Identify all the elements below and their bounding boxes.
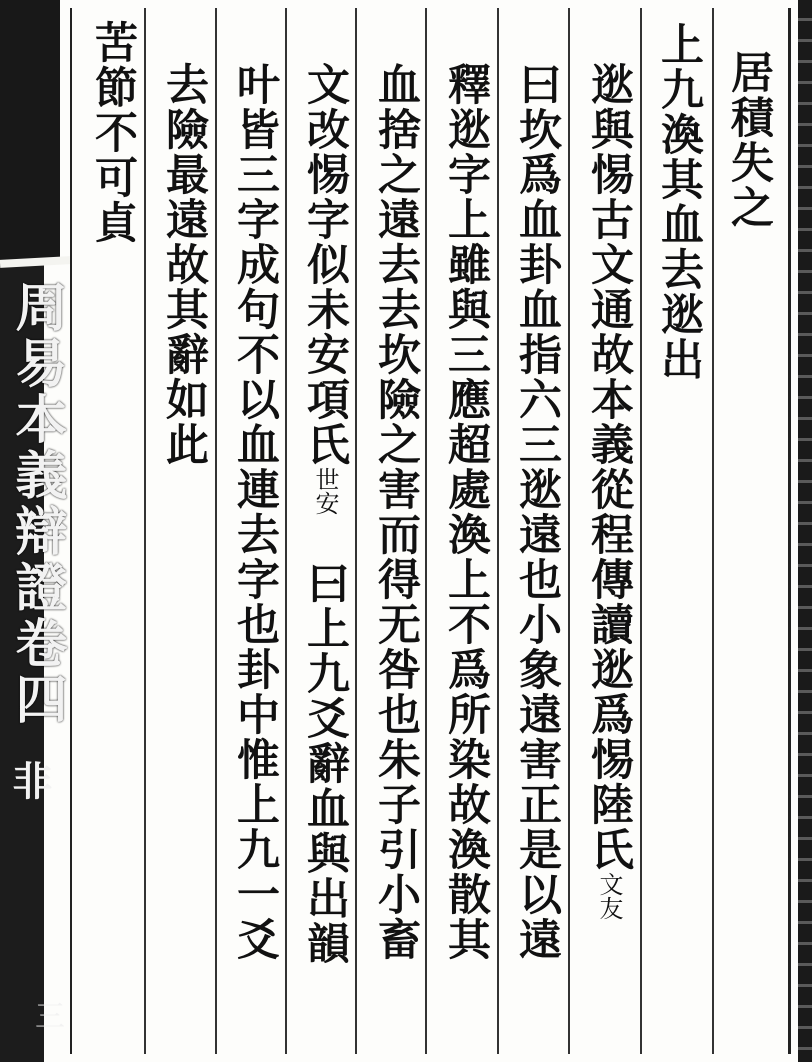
column-text-continued: 曰上九爻辭血與出韻 xyxy=(300,561,350,966)
column-text: 苦節不可貞 xyxy=(88,20,138,245)
interlinear-note: 世安 xyxy=(311,467,339,515)
column-text: 叶皆三字成句不以血連去字也卦中惟上九一爻 xyxy=(230,62,280,962)
text-column-7 xyxy=(296,62,354,966)
folio-number: 三 xyxy=(29,1000,64,1030)
margin-title: 周易本義辯證卷四 xyxy=(6,280,67,728)
right-edge xyxy=(798,0,812,1062)
text-column-10 xyxy=(84,20,142,245)
column-rule xyxy=(285,8,287,1054)
column-rule xyxy=(144,8,146,1054)
column-text: 去險最遠故其辭如此 xyxy=(159,62,209,467)
column-text: 上九渙其血去逖出 xyxy=(654,22,704,382)
text-column-4 xyxy=(508,62,566,962)
column-rule xyxy=(568,8,570,1054)
column-rule xyxy=(355,8,357,1054)
margin-juan-mark: 非 xyxy=(6,760,53,800)
column-rule xyxy=(497,8,499,1054)
column-text: 曰坎爲血卦血指六三逖遠也小象遠害正是以遠 xyxy=(512,62,562,962)
column-rule xyxy=(425,8,427,1054)
text-column-2 xyxy=(650,22,708,382)
text-column-9 xyxy=(155,62,213,467)
column-text: 釋逖字上雖與三應超處渙上不爲所染故渙散其 xyxy=(441,62,491,962)
text-column-1 xyxy=(720,50,778,230)
column-rule xyxy=(712,8,714,1054)
text-column-8 xyxy=(226,62,284,962)
left-gutter-upper xyxy=(0,0,60,262)
text-column-3 xyxy=(580,62,638,920)
interlinear-note: 文友 xyxy=(595,872,623,920)
column-text: 逖與惕古文通故本義從程傳讀逖爲惕陸氏 xyxy=(584,62,634,872)
column-rule xyxy=(215,8,217,1054)
column-text: 居積失之 xyxy=(724,50,774,230)
column-rule xyxy=(640,8,642,1054)
text-column-6 xyxy=(367,62,425,962)
column-text: 血捨之遠去去坎險之害而得无咎也朱子引小畜 xyxy=(371,62,421,962)
column-text: 文改惕字似未安項氏 xyxy=(300,62,350,467)
text-column-5 xyxy=(437,62,495,962)
